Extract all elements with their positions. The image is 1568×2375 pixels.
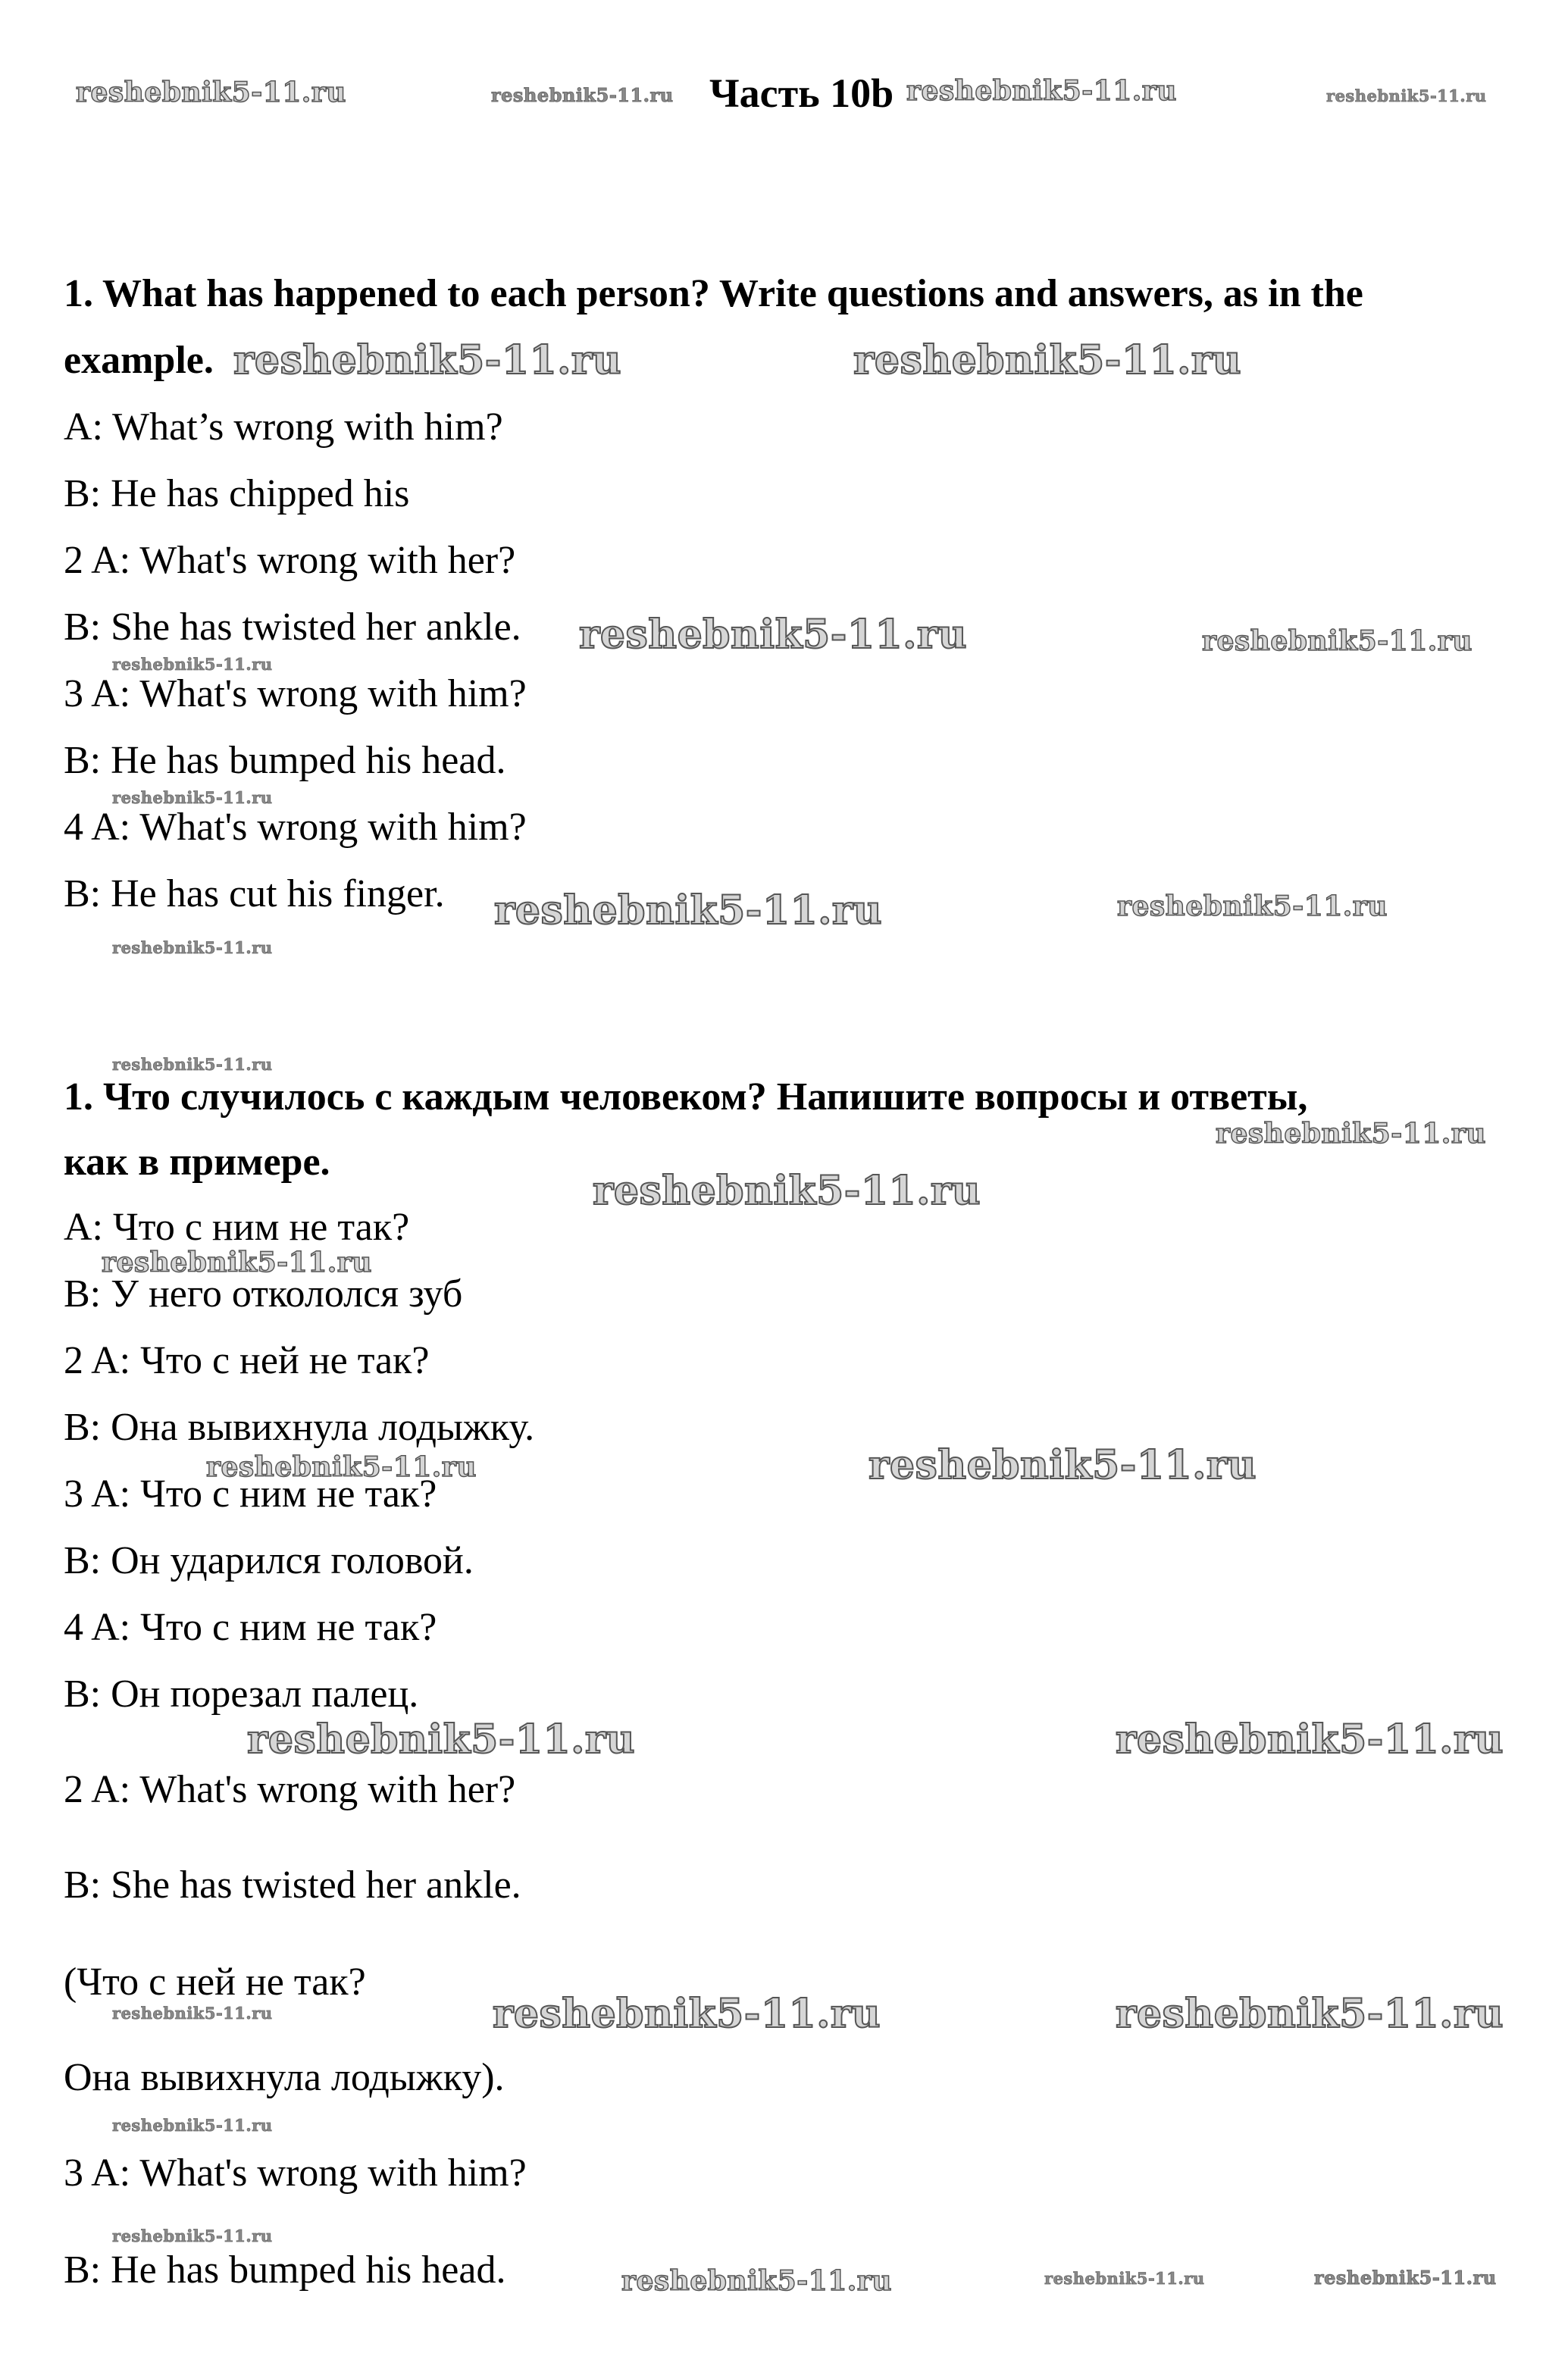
watermark: reshebnik5-11.ru [247,1716,636,1763]
extra-line-6: B: He has bumped his head. [64,2248,506,2292]
watermark: reshebnik5-11.ru [112,788,273,807]
russian-line-4: B: Она вывихнула лодыжку. [64,1406,535,1449]
russian-line-1: A: Что с ним не так? [64,1206,410,1249]
watermark: reshebnik5-11.ru [493,1991,881,2037]
english-line-6: B: He has bumped his head. [64,739,506,782]
russian-heading-line1: 1. Что случилось с каждым человеком? Напишите вопросы и ответы, [64,1075,1308,1119]
watermark: reshebnik5-11.ru [1116,1991,1504,2037]
english-line-8: B: He has cut his finger. [64,872,445,915]
russian-line-8: B: Он порезал палец. [64,1673,419,1716]
watermark: reshebnik5-11.ru [1117,890,1388,922]
watermark: reshebnik5-11.ru [112,2116,273,2135]
watermark: reshebnik5-11.ru [1116,1716,1504,1763]
english-heading-line1: 1. What has happened to each person? Write questions and answers, as in the [64,272,1363,315]
russian-line-5: 3 A: Что с ним не так? [64,1472,437,1516]
english-heading-line2: example. [64,339,214,382]
watermark: reshebnik5-11.ru [112,655,273,674]
watermark: reshebnik5-11.ru [112,1055,273,1074]
extra-line-5: 3 A: What's wrong with him? [64,2151,527,2195]
watermark: reshebnik5-11.ru [1202,625,1473,657]
page-title: Часть 10b [709,70,894,116]
english-line-3: 2 A: What's wrong with her? [64,539,516,582]
watermark: reshebnik5-11.ru [621,2265,892,2297]
watermark: reshebnik5-11.ru [76,77,346,108]
watermark: reshebnik5-11.ru [206,1451,477,1483]
english-line-4: B: She has twisted her ankle. [64,605,521,649]
extra-line-2: B: She has twisted her ankle. [64,1863,521,1907]
extra-line-1: 2 A: What's wrong with her? [64,1768,516,1811]
watermark: reshebnik5-11.ru [1044,2269,1205,2288]
watermark: reshebnik5-11.ru [112,938,273,957]
russian-line-3: 2 A: Что с ней не так? [64,1339,430,1382]
watermark: reshebnik5-11.ru [906,75,1177,107]
watermark: reshebnik5-11.ru [869,1442,1257,1488]
extra-line-4: Она вывихнула лодыжку). [64,2056,505,2099]
watermark: reshebnik5-11.ru [1326,86,1487,105]
english-line-7: 4 A: What's wrong with him? [64,806,527,849]
english-line-2: B: He has chipped his [64,472,410,515]
watermark: reshebnik5-11.ru [112,2004,273,2023]
english-line-1: A: What’s wrong with him? [64,405,503,449]
russian-line-2: B: У него откололся зуб [64,1272,463,1316]
watermark: reshebnik5-11.ru [233,337,622,383]
watermark: reshebnik5-11.ru [1216,1118,1486,1150]
watermark: reshebnik5-11.ru [593,1168,981,1214]
russian-line-7: 4 A: Что с ним не так? [64,1606,437,1649]
russian-heading-line2: как в примере. [64,1141,330,1184]
english-line-5: 3 A: What's wrong with him? [64,672,527,715]
watermark: reshebnik5-11.ru [853,337,1242,383]
watermark: reshebnik5-11.ru [102,1247,372,1278]
watermark: reshebnik5-11.ru [491,84,674,106]
watermark: reshebnik5-11.ru [1314,2267,1497,2289]
watermark: reshebnik5-11.ru [112,2226,273,2245]
watermark: reshebnik5-11.ru [579,612,968,658]
russian-line-6: B: Он ударился головой. [64,1539,474,1582]
watermark: reshebnik5-11.ru [494,887,883,934]
extra-line-3: (Что с ней не так? [64,1960,366,2004]
